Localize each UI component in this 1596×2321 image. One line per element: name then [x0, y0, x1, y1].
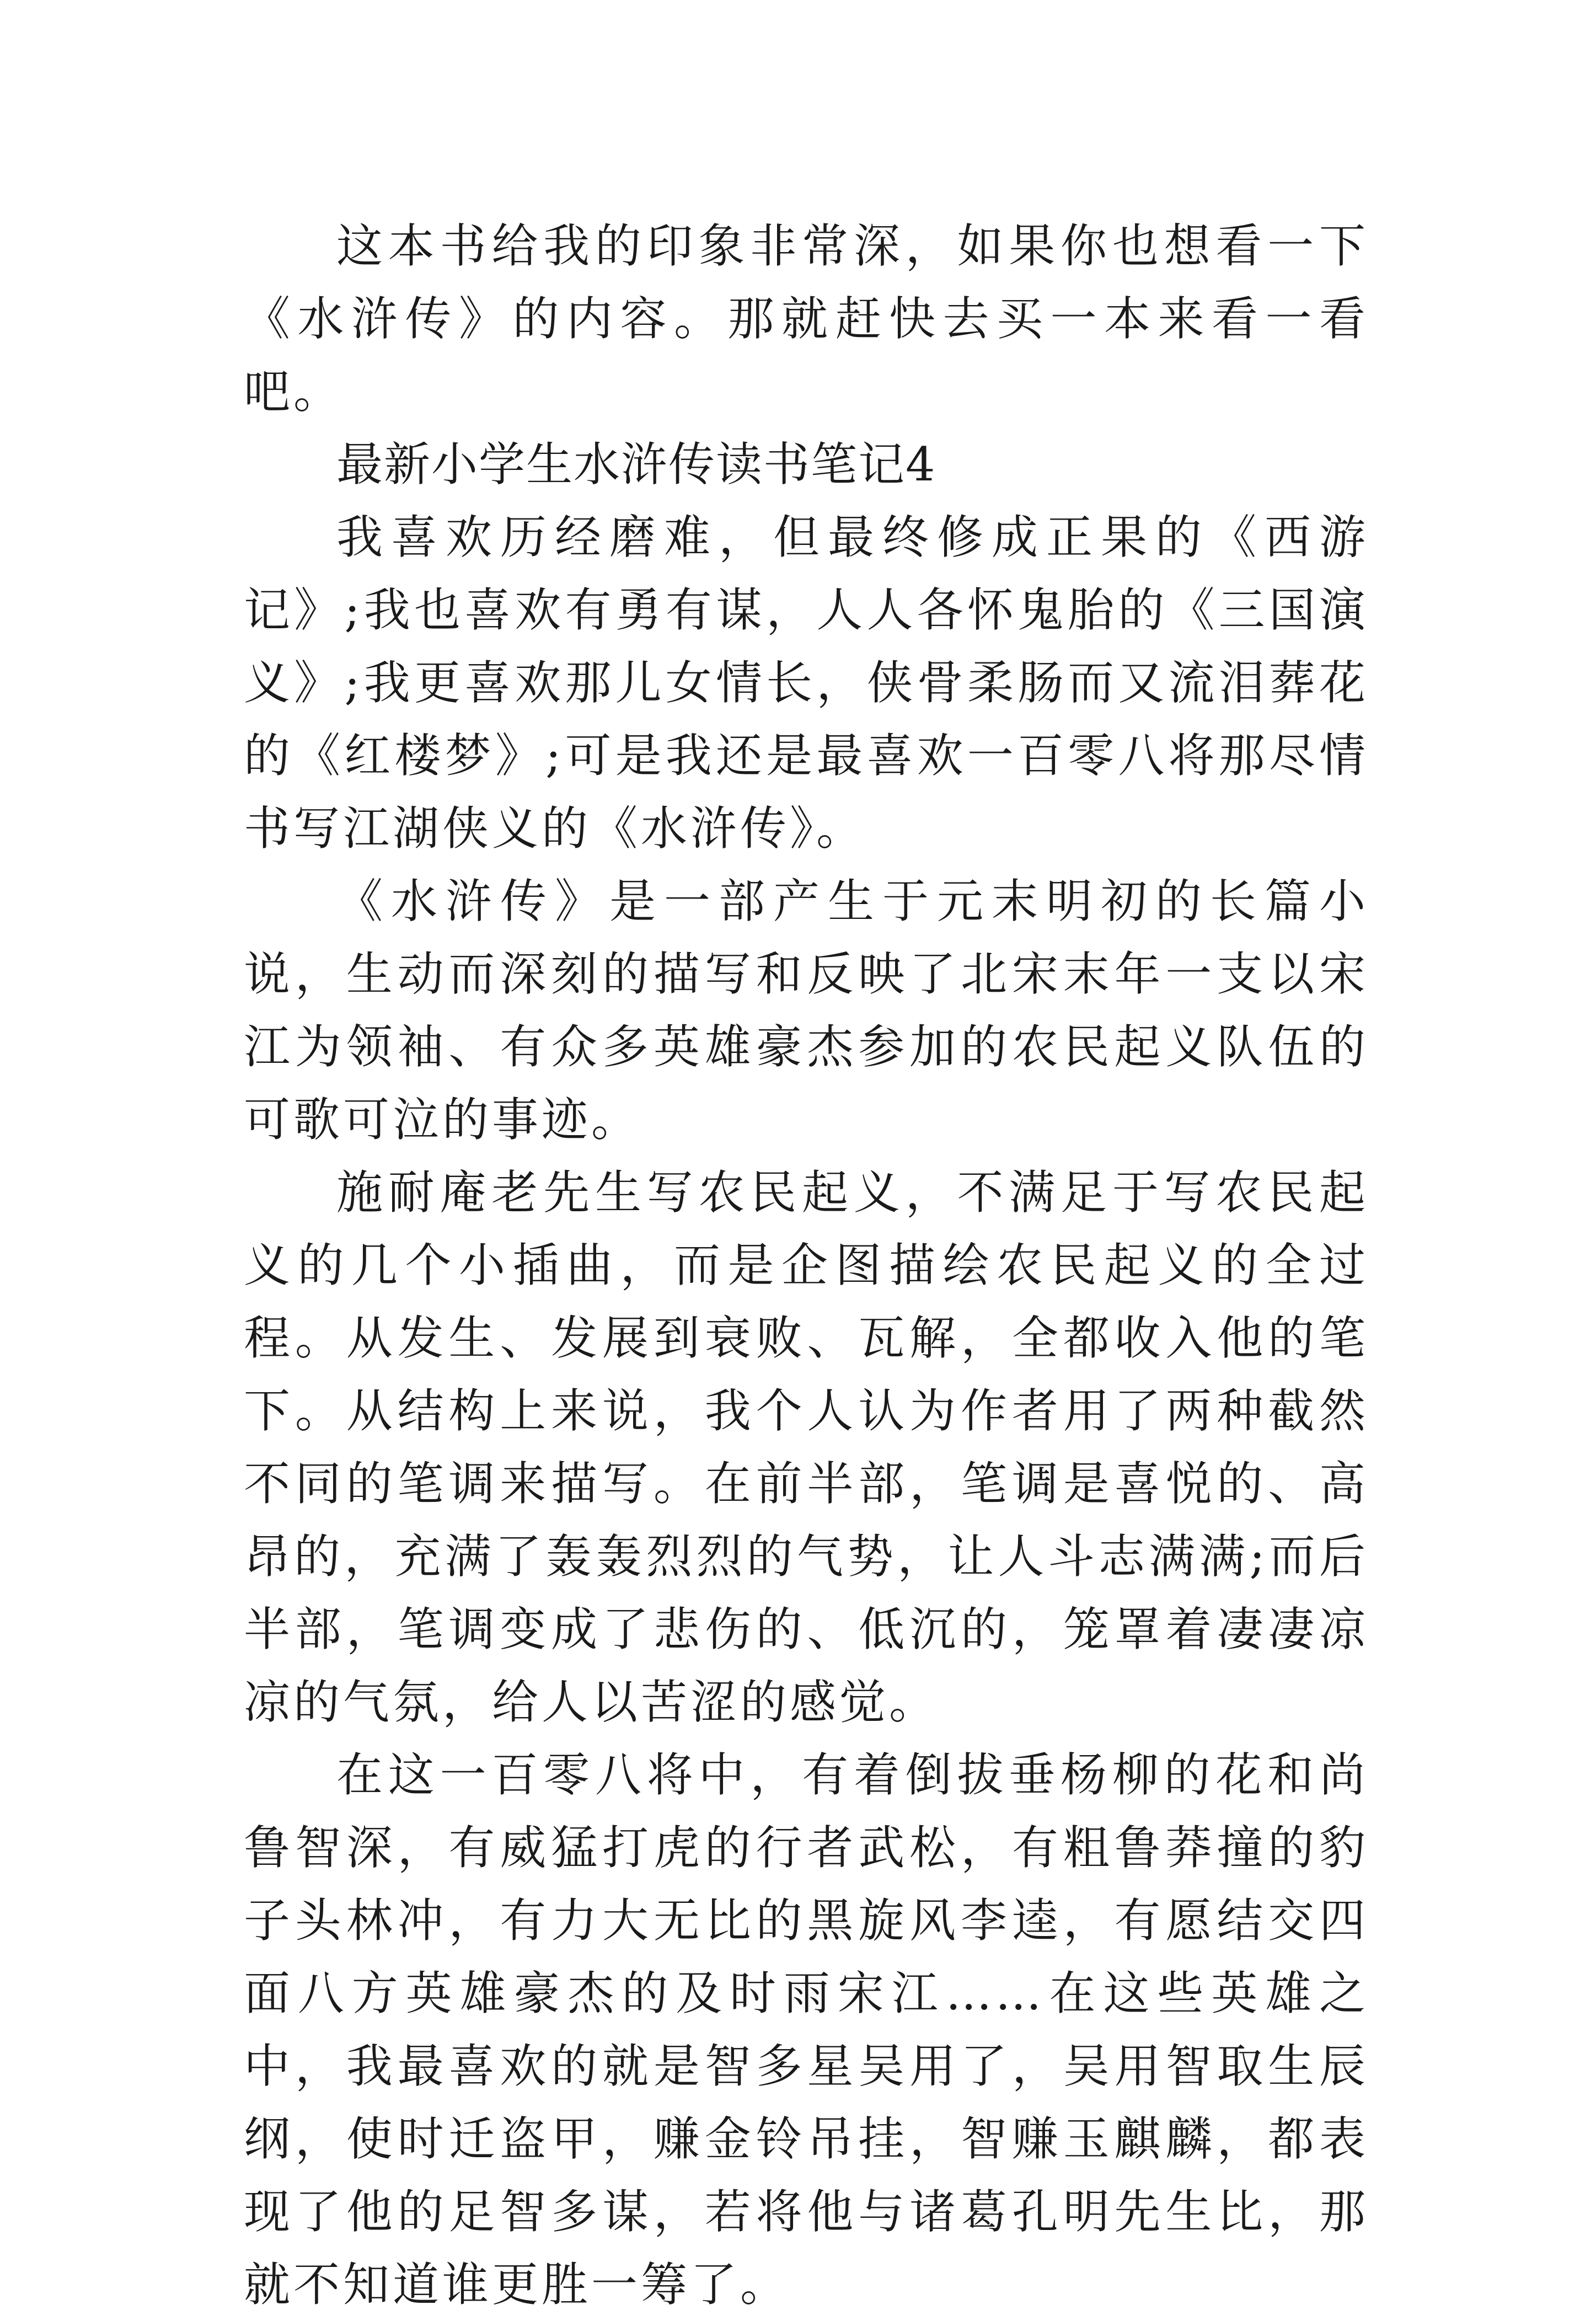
document-body — [244, 210, 1369, 2321]
paragraph-intro: 我喜欢历经磨难，但最终修成正果的《西游记》;我也喜欢有勇有谋，人人各怀鬼胎的《三国演义》;我更喜欢那儿女情长，侠骨柔肠而又流泪葬花的《红楼梦》;可是我还是最喜欢一百零八将那尽情书写江湖侠义的《水浒传》。 — [244, 510, 1369, 855]
paragraph-background: 《水浒传》是一部产生于元末明初的长篇小说，生动而深刻的描写和反映了北宋末年一支以宋江为领袖、有众多英雄豪杰参加的农民起义队伍的可歌可泣的事迹。 — [244, 874, 1369, 1147]
paragraph-closing: 这本书给我的印象非常深，如果你也想看一下《水浒传》的内容。那就赶快去买一本来看一看吧。 — [244, 219, 1369, 419]
section-heading: 最新小学生水浒传读书笔记4 — [336, 437, 936, 491]
paragraph-heroes: 在这一百零八将中，有着倒拔垂杨柳的花和尚鲁智深，有威猛打虎的行者武松，有粗鲁莽撞的豹子头林冲，有力大无比的黑旋风李逵，有愿结交四面八方英雄豪杰的及时雨宋江……在这些英雄之中，我最喜欢的就是智多星吴用了，吴用智取生辰纲，使时迁盗甲，赚金铃吊挂，智赚玉麒麟，都表现了他的足智多谋，若将他与诸葛孔明先生比，那就不知道谁更胜一筹了。 — [244, 1748, 1369, 2312]
paragraph-structure: 施耐庵老先生写农民起义，不满足于写农民起义的几个小插曲，而是企图描绘农民起义的全过程。从发生、发展到衰败、瓦解，全都收入他的笔下。从结构上来说，我个人认为作者用了两种截然不同的笔调来描写。在前半部，笔调是喜悦的、高昂的，充满了轰轰烈烈的气势，让人斗志满满;而后半部，笔调变成了悲伤的、低沉的，笼罩着凄凄凉凉的气氛，给人以苦涩的感觉。 — [244, 1165, 1369, 1729]
